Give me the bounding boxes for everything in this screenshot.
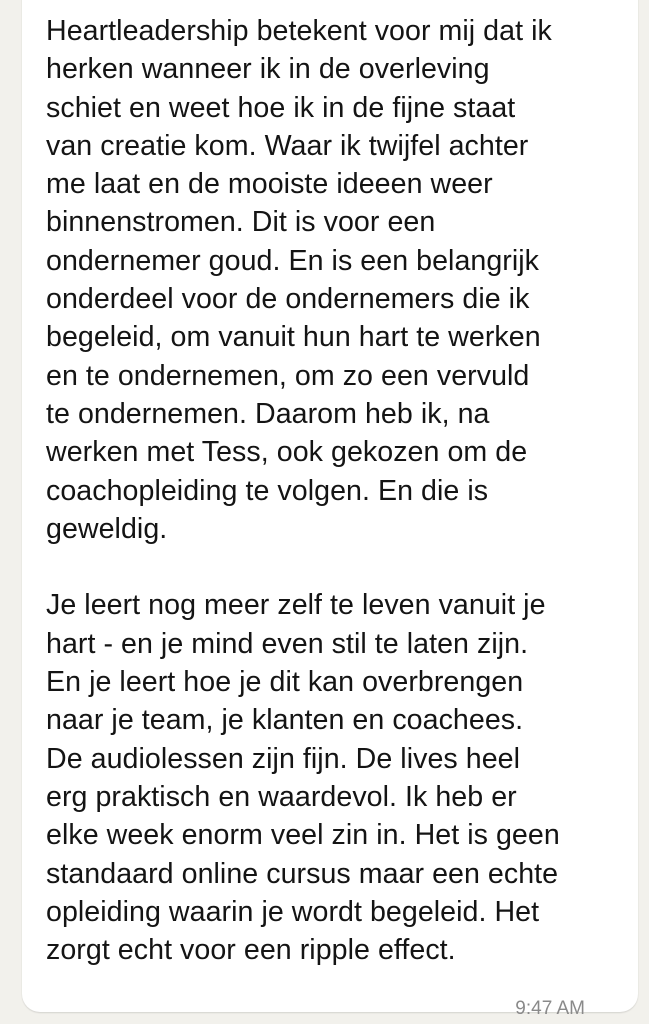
message-line: werken met Tess, ook gekozen om de bbox=[46, 436, 528, 469]
message-line: standaard online cursus maar een echte bbox=[46, 857, 559, 890]
message-line: van creatie kom. Waar ik twijfel achter bbox=[46, 129, 529, 162]
message-line: ondernemer goud. En is een belangrijk bbox=[46, 244, 540, 277]
message-line: onderdeel voor de ondernemers die ik bbox=[46, 283, 530, 316]
message-line: coachopleiding te volgen. En die is bbox=[46, 474, 489, 507]
message-line: zorgt echt voor een ripple effect. bbox=[46, 934, 456, 967]
message-line: En je leert hoe je dit kan overbrengen bbox=[46, 666, 524, 699]
message-line: opleiding waarin je wordt begeleid. Het bbox=[46, 895, 540, 928]
message-line: Heartleadership betekent voor mij dat ik bbox=[46, 15, 552, 47]
message-line: Je leert nog meer zelf te leven vanuit je bbox=[46, 589, 546, 622]
message-line: schiet en weet hoe ik in de fijne staat bbox=[46, 91, 516, 124]
paragraph-gap bbox=[46, 548, 626, 586]
message-paragraph-2 bbox=[46, 586, 626, 969]
message-line: herken wanneer ik in de overleving bbox=[46, 53, 490, 86]
message-line: binnenstromen. Dit is voor een bbox=[46, 206, 436, 239]
message-line: begeleid, om vanuit hun hart te werken bbox=[46, 321, 541, 354]
message-line: naar je team, je klanten en coachees. bbox=[46, 704, 524, 737]
message-line: geweldig. bbox=[46, 512, 168, 545]
message-line: De audiolessen zijn fijn. De lives heel bbox=[46, 742, 520, 775]
message-timestamp: 9:47 AM bbox=[515, 998, 585, 1019]
message-line: hart - en je mind even stil te laten zijn. bbox=[46, 627, 529, 660]
message-line: me laat en de mooiste ideeen weer bbox=[46, 168, 493, 201]
message-line: en te ondernemen, om zo een vervuld bbox=[46, 359, 530, 392]
message-line: erg praktisch en waardevol. Ik heb er bbox=[46, 780, 517, 813]
message-paragraph-1 bbox=[46, 12, 626, 548]
message-text bbox=[46, 12, 626, 969]
message-line: elke week enorm veel zin in. Het is geen bbox=[46, 819, 560, 852]
message-line: te ondernemen. Daarom heb ik, na bbox=[46, 397, 490, 430]
message-bubble[interactable] bbox=[22, 0, 638, 1012]
